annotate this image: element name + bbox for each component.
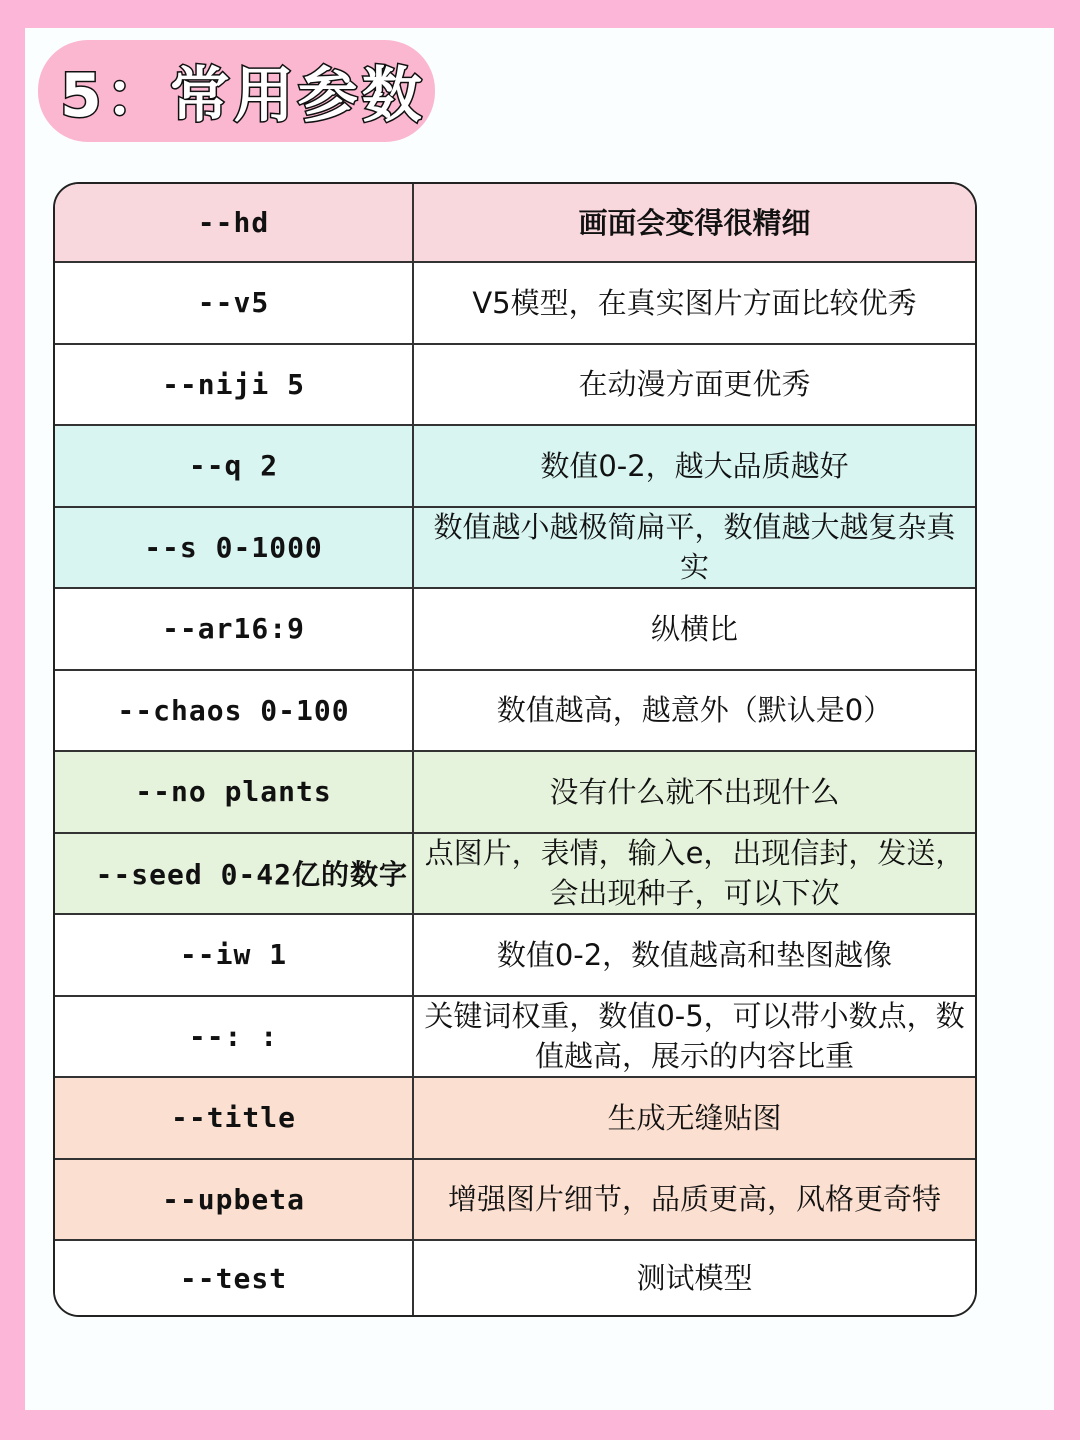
param-cell: --hd: [55, 184, 414, 261]
parameters-table: [53, 182, 977, 1317]
table-row: [55, 669, 975, 751]
desc-cell: 数值0-2，数值越高和垫图越像: [496, 937, 893, 972]
table-row: [55, 1239, 975, 1315]
desc-cell: 生成无缝贴图: [607, 1100, 782, 1135]
table-row: [55, 424, 975, 506]
param-cell: --q 2: [55, 426, 414, 506]
desc-cell: 数值0-2，越大品质越好: [540, 448, 849, 483]
desc-cell: 在动漫方面更优秀: [578, 367, 811, 402]
param-cell: --s 0-1000: [55, 508, 414, 588]
param-cell: --iw 1: [55, 915, 414, 995]
table-row: [55, 587, 975, 669]
table-row: [55, 343, 975, 425]
param-cell: --: :: [55, 997, 414, 1077]
desc-cell: 关键词权重，数值0-5，可以带小数点，数值越高，展示的内容比重: [424, 999, 965, 1074]
param-cell: --seed 0-42亿的数字: [55, 834, 414, 914]
table-row: [55, 261, 975, 343]
param-cell: --test: [55, 1241, 414, 1315]
param-cell: --ar16:9: [55, 589, 414, 669]
desc-cell: 没有什么就不出现什么: [549, 774, 840, 809]
param-cell: --upbeta: [55, 1160, 414, 1240]
table-row: [55, 1076, 975, 1158]
desc-cell: 画面会变得很精细: [578, 205, 811, 240]
table-row: [55, 995, 975, 1077]
table-row: [55, 1158, 975, 1240]
desc-cell: 测试模型: [636, 1261, 753, 1295]
param-cell: --no plants: [55, 752, 414, 832]
table-row: [55, 913, 975, 995]
table-row-header: [55, 184, 975, 261]
param-cell: --v5: [55, 263, 414, 343]
desc-cell: V5模型，在真实图片方面比较优秀: [472, 285, 917, 320]
desc-cell: 增强图片细节，品质更高，风格更奇特: [447, 1182, 941, 1217]
desc-cell: 点图片，表情，输入e，出现信封，发送，会出现种子，可以下次: [424, 836, 965, 911]
desc-cell: 数值越高，越意外（默认是0）: [496, 693, 893, 728]
param-cell: --chaos 0-100: [55, 671, 414, 751]
table-row: [55, 750, 975, 832]
param-cell: --niji 5: [55, 345, 414, 425]
table-row: [55, 506, 975, 588]
param-cell: --title: [55, 1078, 414, 1158]
page-title: 5：常用参数: [60, 61, 426, 131]
desc-cell: 数值越小越极简扁平，数值越大越复杂真实: [433, 510, 956, 585]
desc-cell: 纵横比: [650, 611, 738, 646]
table-row: [55, 832, 975, 914]
title-badge: [38, 40, 435, 142]
